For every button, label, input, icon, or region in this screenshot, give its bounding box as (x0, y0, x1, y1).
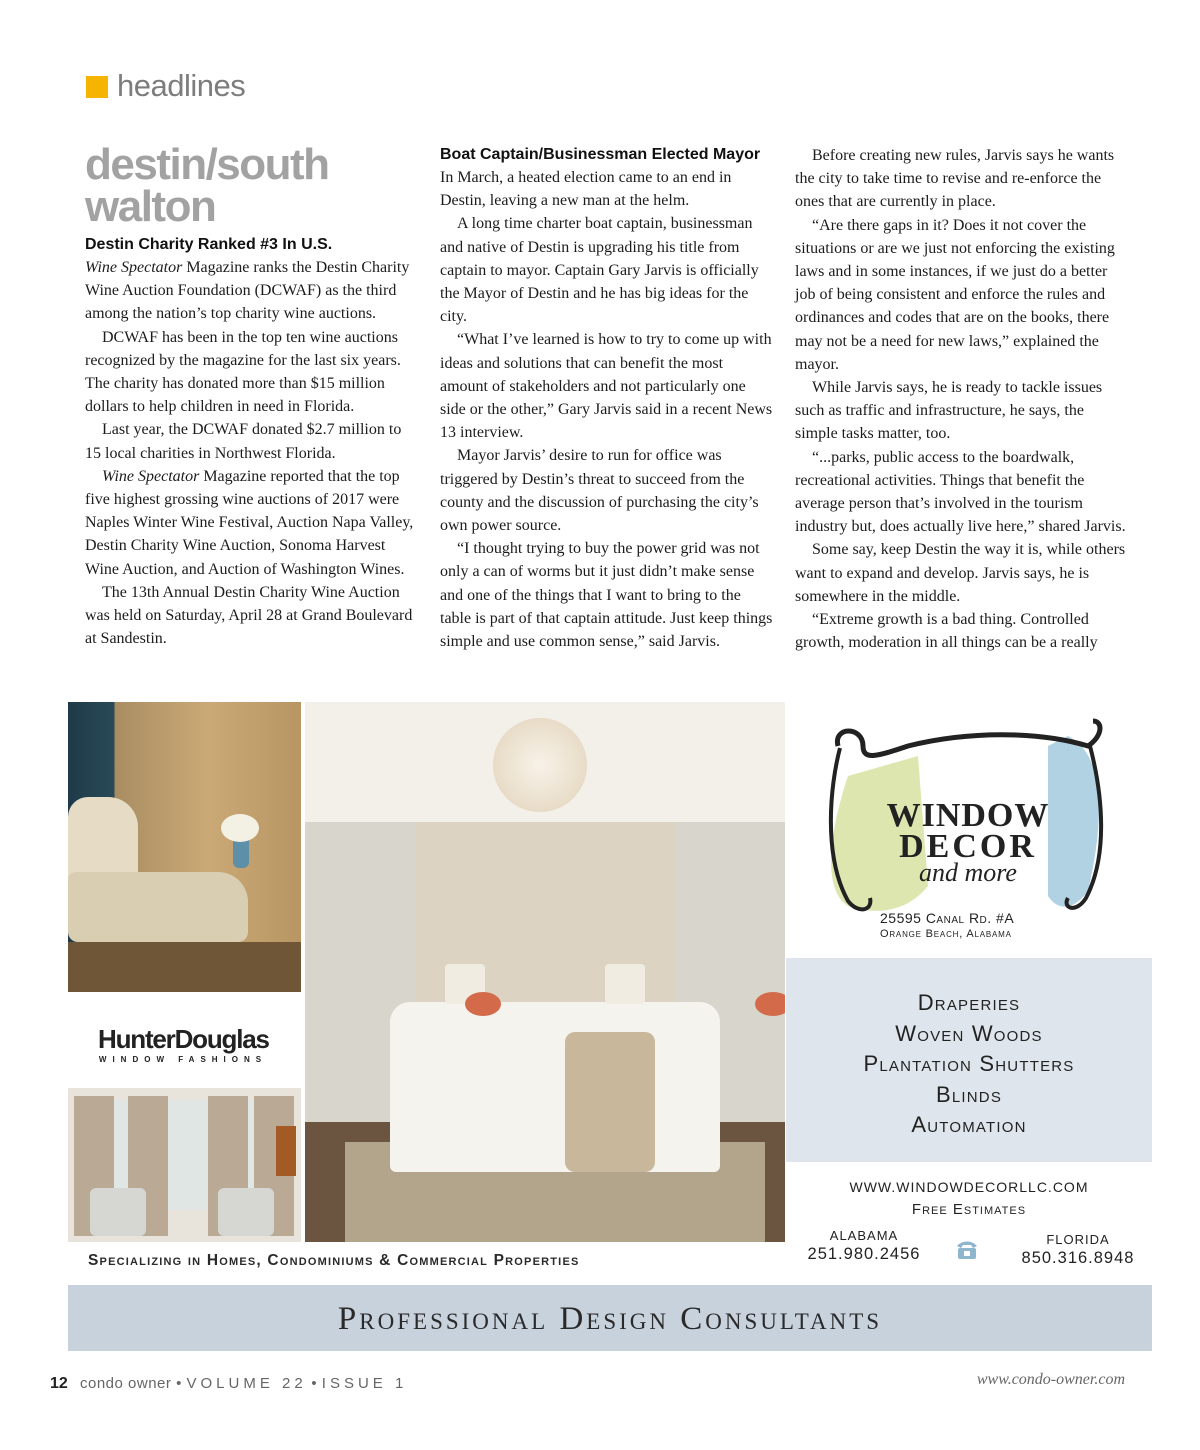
service-item: Woven Woods (895, 1020, 1043, 1046)
bedroom-photo (305, 702, 785, 1242)
free-estimates: Free Estimates (911, 1201, 1027, 1218)
services-panel (786, 958, 1152, 1162)
article-headline: Destin Charity Ranked #3 In U.S. (85, 236, 333, 253)
service-item: Automation (911, 1112, 1027, 1137)
article-paragraph: “Are there gaps in it? Does it not cover the situations or are we just not enforcing the existing laws and in some instances, if we just do a better job of being consistent and enforce the rules and ordinances and codes that are on the books, there may not be a need for new laws,” explained the mayor. (795, 216, 1115, 373)
article-headline: Boat Captain/Businessman Elected Mayor (440, 146, 761, 163)
article-paragraph: While Jarvis says, he is ready to tackle issues such as traffic and infrastructure, he says, the simple tasks matter, too. (795, 379, 1103, 443)
advertisement (68, 702, 1152, 1322)
footer-website[interactable]: www.condo-owner.com (976, 1371, 1125, 1388)
window-decor-logo-text: WINDOW DECOR and more (886, 797, 1050, 887)
article-paragraph: Wine Spectator Magazine ranks the Destin Charity Wine Auction Foundation (DCWAF) as the third among the nation’s top charity wine auctions. (85, 259, 410, 323)
service-item: Blinds (935, 1081, 1003, 1107)
article-paragraph: “Extreme growth is a bad thing. Controlled growth, moderation in all things can be a really (795, 611, 1098, 652)
store-address: 25595 Canal Rd. #A Orange Beach, Alabama (880, 910, 1015, 940)
chair-photo (68, 702, 301, 992)
banner-text: Professional Design Consultants (337, 1301, 883, 1337)
column-2 (440, 144, 773, 653)
phone-block (804, 1228, 1152, 1268)
article-paragraph: A long time charter boat captain, businessman and native of Destin is upgrading his title from captain to mayor. Captain Gary Jarvis is officially the Mayor of Destin and he has big ideas for the city. (440, 215, 759, 326)
article-paragraph: “What I’ve learned is how to try to come up with ideas and solutions that can benefit the most amount of stakeholders and not particularly one side or the other,” Gary Jarvis said in a recent News 13 interview. (440, 331, 773, 442)
article-paragraph: Last year, the DCWAF donated $2.7 million to 15 local charities in Northwest Florida. (85, 421, 402, 462)
hunter-douglas-logo: HunterDouglas WINDOW FASHIONS (98, 1024, 269, 1064)
section-header: headlines (117, 68, 246, 103)
living-room-photo (68, 1088, 301, 1242)
phone-alabama: ALABAMA 251.980.2456 (807, 1228, 921, 1263)
publication-line: condo owner • VOLUME 22 • ISSUE 1 (80, 1375, 408, 1392)
page-number: 12 (50, 1375, 68, 1392)
publication-name: Wine Spectator (102, 467, 200, 485)
ad-banner (68, 1285, 1152, 1351)
column-3 (795, 144, 1130, 654)
service-item: Draperies (917, 990, 1021, 1015)
article-paragraph: Before creating new rules, Jarvis says he wants the city to take time to revise and re-enforce the ones that are currently in place. (795, 147, 1115, 211)
column-1 (85, 140, 420, 650)
services-list (786, 958, 1152, 1141)
article-paragraph: The 13th Annual Destin Charity Wine Auction was held on Saturday, April 28 at Grand Boulevard at Sandestin. (85, 583, 413, 648)
publication-name: Wine Spectator (85, 259, 183, 276)
phone-florida: FLORIDA 850.316.8948 (1021, 1232, 1135, 1267)
article-paragraph: DCWAF has been in the top ten wine auctions recognized by the magazine for the last six years. The charity has donated more than $15 million dollars to help children in need in Florida. (85, 328, 401, 416)
article-paragraph: “I thought trying to buy the power grid was not only a can of worms but it just didn’t make sense and one of the things that I want to bring to the table is part of that captain attitude. Just keep things simple and use common sense,” said Jarvis. (440, 540, 773, 651)
article-paragraph: Wine Spectator Magazine reported that the top five highest grossing wine auctions of 2017 were Naples Winter Wine Festival, Auction Napa Valley, Destin Charity Wine Auction, Sonoma Harvest Wine Auction, and Auction of Washington Wines. (85, 467, 414, 578)
service-item: Plantation Shutters (863, 1051, 1075, 1076)
ad-tagline: Specializing in Homes, Condominiums & Commercial Properties (88, 1252, 580, 1269)
ad-web-block (786, 1176, 1152, 1222)
section-marker-square (86, 76, 108, 98)
article-paragraph: Some say, keep Destin the way it is, while others want to expand and develop. Jarvis says, he is somewhere in the middle. (795, 541, 1126, 605)
ad-website[interactable]: WWW.WINDOWDECORLLC.COM (849, 1179, 1089, 1195)
page-footer (50, 1371, 1150, 1399)
section-title: destin/south walton (85, 140, 329, 231)
article-paragraph: In March, a heated election came to an end in Destin, leaving a new man at the helm. (440, 169, 732, 210)
article-paragraph: Mayor Jarvis’ desire to run for office was triggered by Destin’s threat to succeed from the county and the discussion of purchasing the city’s own power source. (440, 447, 759, 535)
telephone-icon (956, 1240, 978, 1260)
article-paragraph: “...parks, public access to the boardwalk, recreational activities. Things that benefit the average person that’s involved in the tourism industry but, does actually live here,” shared Jarvis. (795, 448, 1126, 536)
